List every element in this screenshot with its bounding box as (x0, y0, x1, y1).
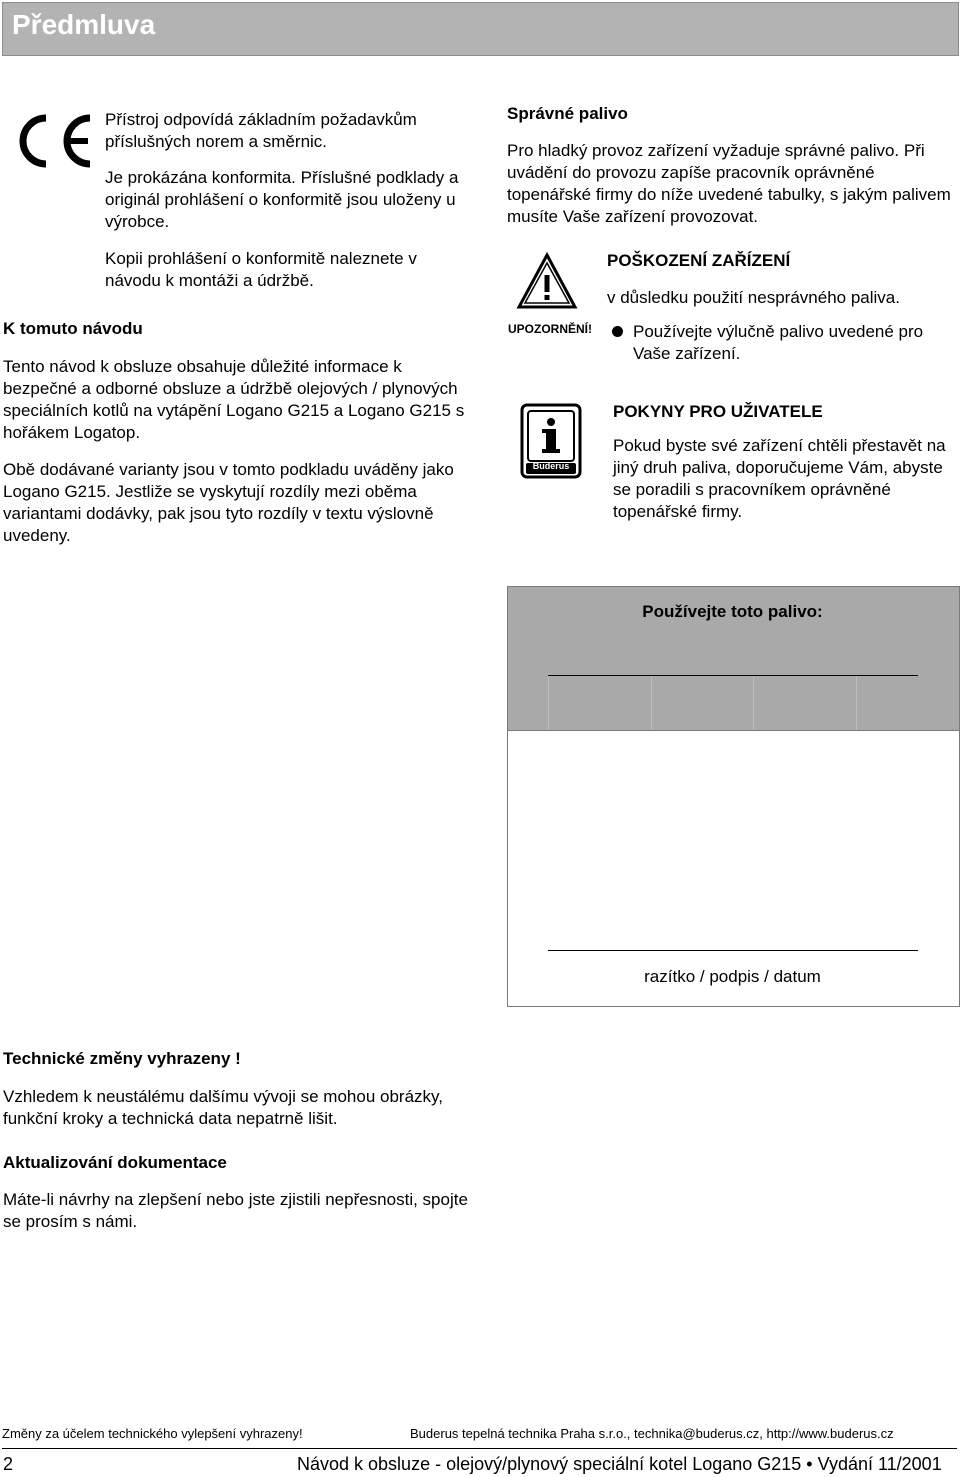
ce-paragraph-1: Přístroj odpovídá základním požadavkům příslušných norem a směrnic. (105, 110, 417, 151)
update-heading: Aktualizování dokumentace (3, 1153, 227, 1172)
info-text: Pokud byste své zařízení chtěli přestavět na jiný druh paliva, doporučujeme Vám, abyste se poradili s pracovníkem oprávněné topenářské firmy. (613, 436, 946, 521)
warning-text: v důsledku použití nesprávného paliva. (607, 288, 900, 307)
warning-label: UPOZORNĚNÍ! (508, 322, 592, 336)
about-heading: K tomuto návodu (3, 319, 143, 338)
warning-bullet-text: Používejte výlučně palivo uvedené pro Vaše zařízení. (633, 322, 924, 363)
fuel-heading: Správné palivo (507, 104, 628, 123)
footer-note-left: Změny za účelem technického vylepšení vyhrazeny! (2, 1426, 303, 1441)
footer-note-right: Buderus tepelná technika Praha s.r.o., technika@buderus.cz, http://www.buderus.cz (410, 1426, 894, 1441)
about-paragraph-2: Obě dodávané varianty jsou v tomto podkladu uváděny jako Logano G215. Jestliže se vyskytují rozdíly mezi oběma variantami dodávky, pak jsou tyto rozdíly v textu výslovně uvedeny. (3, 460, 454, 545)
footer-rule (2, 1448, 957, 1449)
signature-label: razítko / podpis / datum (644, 967, 821, 986)
fuel-cell (548, 676, 651, 730)
page-number: 2 (3, 1454, 14, 1474)
fuel-cell (753, 676, 856, 730)
info-brand-label: Buderus (532, 461, 570, 471)
warning-triangle-icon (516, 252, 578, 310)
fuel-box-title: Používejte toto palivo: (642, 602, 823, 621)
info-title: POKYNY PRO UŽIVATELE (613, 402, 823, 421)
tech-text: Vzhledem k neustálému dalšímu vývoji se mohou obrázky, funkční kroky a technická data nepatrně lišit. (3, 1087, 443, 1128)
update-text: Máte-li návrhy na zlepšení nebo jste zjistili nepřesnosti, spojte se prosím s námi. (3, 1190, 468, 1231)
fuel-cell (856, 676, 959, 730)
about-paragraph-1: Tento návod k obsluze obsahuje důležité informace k bezpečné a odborné obsluze a údržbě olejových / plynových speciálních kotlů na vytápění Logano G215 a Logano G215 s hořákem Logatop. (3, 357, 465, 442)
fuel-paragraph: Pro hladký provoz zařízení vyžaduje správné palivo. Při uvádění do provozu zapíše pracovník oprávněné topenářské firmy do níže uvedené tabulky, s jakým palivem musíte Vaše zařízení provozovat. (507, 141, 951, 226)
ce-paragraph-2: Je prokázána konformita. Příslušné podklady a originál prohlášení o konformitě jsou uloženy u výrobce. (105, 168, 459, 231)
signature-line (548, 950, 918, 951)
ce-mark-icon (12, 110, 94, 172)
fuel-cell (651, 676, 754, 730)
bullet-icon (612, 326, 623, 337)
fuel-entry-line (548, 675, 918, 676)
page-title: Předmluva (12, 9, 156, 40)
tech-heading: Technické změny vyhrazeny ! (3, 1049, 241, 1068)
warning-title: POŠKOZENÍ ZAŘÍZENÍ (607, 251, 791, 270)
footer-doc-title: Návod k obsluze - olejový/plynový speciální kotel Logano G215 • Vydání 11/2001 (297, 1454, 942, 1474)
ce-paragraph-3: Kopii prohlášení o konformitě naleznete v návodu k montáži a údržbě. (105, 249, 417, 290)
fuel-box-cells (548, 676, 958, 730)
